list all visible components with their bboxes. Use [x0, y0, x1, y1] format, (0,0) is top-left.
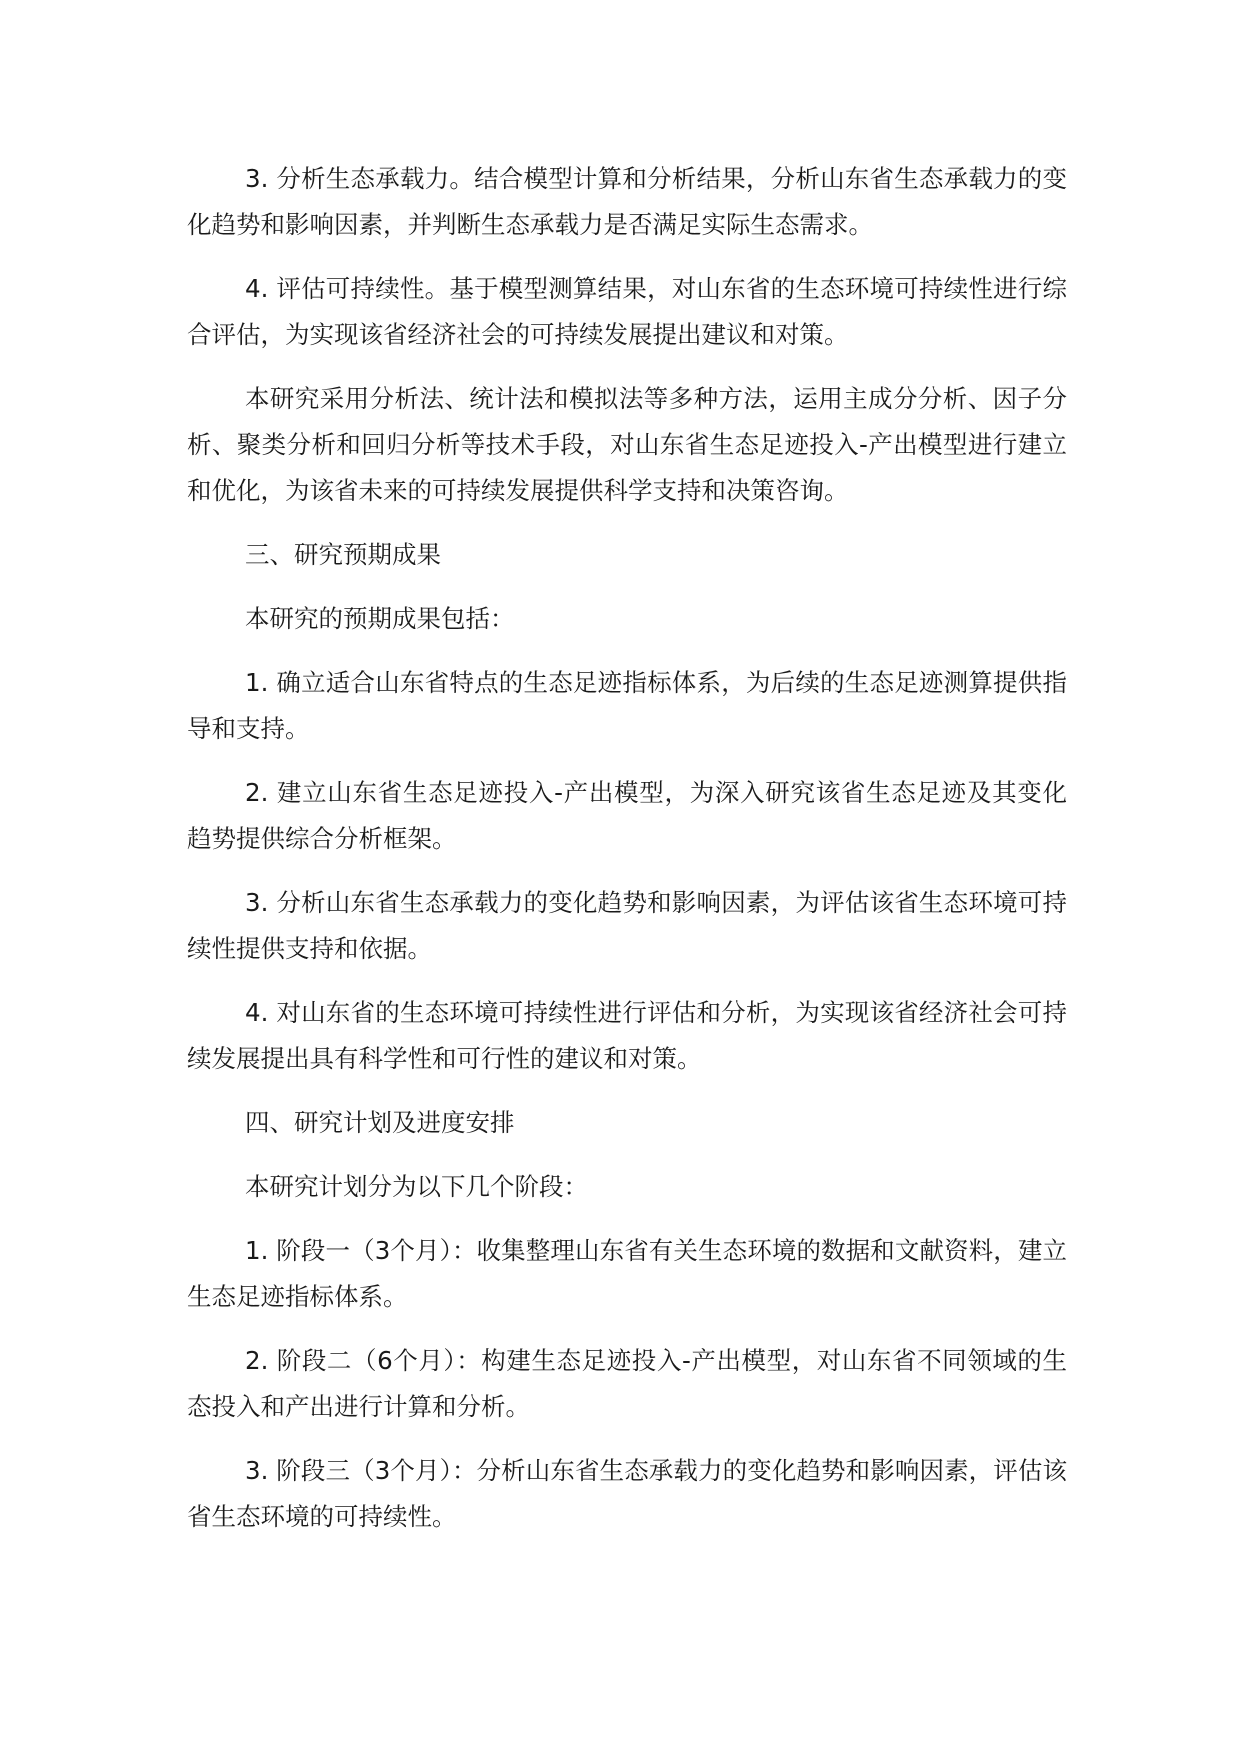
paragraph: 本研究的预期成果包括：: [245, 604, 515, 633]
section-heading: 三、研究预期成果: [245, 540, 441, 569]
list-item: 4. 对山东省的生态环境可持续性进行评估和分析，为实现该省经济社会可持续发展提出具有科学性和可行性的建议和对策。: [187, 998, 1067, 1073]
paragraph: 本研究计划分为以下几个阶段：: [245, 1172, 588, 1201]
document-body: [187, 156, 1067, 1558]
list-item: 3. 分析山东省生态承载力的变化趋势和影响因素，为评估该省生态环境可持续性提供支持和依据。: [187, 888, 1067, 963]
paragraph: 本研究采用分析法、统计法和模拟法等多种方法，运用主成分分析、因子分析、聚类分析和回归分析等技术手段，对山东省生态足迹投入-产出模型进行建立和优化，为该省未来的可持续发展提供科学支持和决策咨询。: [187, 384, 1067, 505]
list-item: 3. 阶段三（3个月）：分析山东省生态承载力的变化趋势和影响因素，评估该省生态环境的可持续性。: [187, 1456, 1067, 1531]
list-item: 1. 确立适合山东省特点的生态足迹指标体系，为后续的生态足迹测算提供指导和支持。: [187, 668, 1067, 743]
list-item: 2. 建立山东省生态足迹投入-产出模型，为深入研究该省生态足迹及其变化趋势提供综合分析框架。: [187, 778, 1067, 853]
paragraph: 3. 分析生态承载力。结合模型计算和分析结果，分析山东省生态承载力的变化趋势和影响因素，并判断生态承载力是否满足实际生态需求。: [187, 164, 1067, 239]
list-item: 2. 阶段二（6个月）：构建生态足迹投入-产出模型，对山东省不同领域的生态投入和产出进行计算和分析。: [187, 1346, 1067, 1421]
list-item: 1. 阶段一（3个月）：收集整理山东省有关生态环境的数据和文献资料，建立生态足迹指标体系。: [187, 1236, 1067, 1311]
section-heading: 四、研究计划及进度安排: [245, 1108, 515, 1137]
paragraph: 4. 评估可持续性。基于模型测算结果，对山东省的生态环境可持续性进行综合评估，为实现该省经济社会的可持续发展提出建议和对策。: [187, 274, 1067, 349]
